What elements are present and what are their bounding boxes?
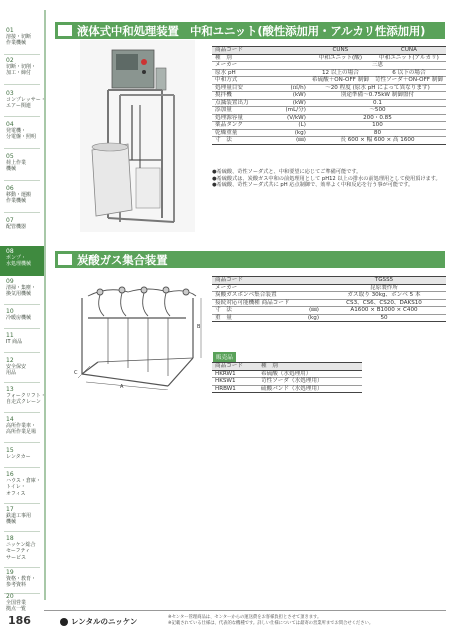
table-cell: 三恵: [309, 62, 446, 70]
table-cell: HKSW1: [212, 378, 258, 386]
sidebar-item-num: 19: [6, 569, 14, 576]
table-cell: 希硫酸（水処理用）: [258, 370, 362, 378]
table-cell: HKRW1: [212, 370, 258, 378]
table-row: [212, 122, 446, 130]
section2-spec-table: [212, 276, 446, 322]
footer-divider: [44, 610, 446, 611]
table-cell: 苛性ソーダ＋ON-OFF 制御: [372, 77, 446, 85]
table-cell: (㎜): [282, 137, 308, 145]
dim-label-c: C: [74, 370, 78, 376]
sidebar-item-piping[interactable]: [0, 217, 44, 230]
header-square-icon: [58, 254, 72, 265]
sidebar-divider: [4, 212, 40, 213]
sidebar-item-num: 10: [6, 308, 14, 315]
table-row: [212, 129, 446, 137]
table-header-row: [212, 363, 362, 371]
table-cell: (kg): [282, 129, 308, 137]
note-item: ●希硫酸、苛性ソーダ式と、中和要望に応じてご準備可能です。: [212, 169, 362, 175]
sidebar-divider: [4, 467, 40, 468]
sidebar-divider: [4, 567, 40, 568]
sidebar-item-label: フォークリフト・ 自走式クレーン: [6, 393, 46, 406]
sales-items-title: 販売品: [213, 352, 236, 362]
sidebar-item-safety[interactable]: [0, 357, 44, 377]
table-cell: 炭酸ガスボンベ集合装置: [212, 292, 296, 300]
sidebar-item-num: 16: [6, 471, 14, 478]
table-cell: TGSS5: [322, 277, 446, 285]
sidebar-item-num: 03: [6, 90, 14, 97]
table-row: [212, 378, 362, 386]
section1-spec-table: [212, 46, 446, 145]
table-cell: 処理量目安: [212, 84, 282, 92]
dim-label-b: B: [197, 324, 201, 330]
sidebar-item-offices[interactable]: [0, 593, 44, 613]
section1-header: [55, 22, 445, 39]
table-cell: 硫酸バンド（水処理用）: [258, 385, 362, 393]
table-cell: 撹拌機: [212, 92, 282, 100]
sidebar-item-num: 11: [6, 332, 14, 339]
sidebar-item-label: ポンプ・ 水処理機械: [6, 255, 32, 268]
table-cell: 6 以下の場合: [372, 69, 446, 77]
sidebar-item-num: 14: [6, 416, 14, 423]
sidebar-divider: [4, 531, 40, 532]
logo-mark-icon: [60, 618, 68, 626]
sidebar-divider: [4, 148, 40, 149]
sidebar-item-aerial[interactable]: [0, 416, 44, 436]
sidebar-item-pump-active[interactable]: [0, 246, 44, 276]
sidebar-item-compressor[interactable]: [0, 90, 44, 110]
table-cell: ～20 程度 (原水 pH によって異なります): [309, 84, 446, 92]
table-cell: 希硫酸＋ON-OFF 制御: [309, 77, 372, 85]
section1-notes: [212, 169, 448, 189]
table-cell: 長 600 × 幅 600 × 高 1600: [309, 137, 446, 145]
table-row: [212, 84, 446, 92]
co2-manifold-diagram: [68, 278, 205, 390]
sidebar-divider: [4, 412, 40, 413]
sidebar-item-num: 13: [6, 386, 14, 393]
sidebar-item-num: 05: [6, 153, 14, 160]
dim-label-a: A: [120, 384, 124, 390]
table-row: [212, 69, 446, 77]
sidebar-item-it[interactable]: [0, 332, 44, 345]
sidebar-item-label: IT 商品: [6, 339, 23, 345]
table-row: [212, 385, 362, 393]
sidebar-item-num: 08: [6, 248, 14, 255]
table-cell: 0.1: [309, 99, 446, 107]
sidebar-item-label: 高所作業車・ 高所作業足場: [6, 423, 37, 436]
sidebar-item-num: 20: [6, 593, 14, 600]
sidebar-item-label: 資格・教育・ 参考資料: [6, 576, 37, 589]
table-cell: [296, 292, 322, 300]
table-cell: 乾燥重量: [212, 129, 282, 137]
sidebar-item-label: コンプレッサー・ エアー関連: [6, 97, 46, 110]
table-cell: 処理源容量: [212, 114, 282, 122]
table-cell: (mL/分): [282, 107, 308, 115]
sidebar-item-label: 移動・運搬 作業機械: [6, 192, 32, 205]
footnote: ※センター管理商品は、センターからの運送費をお客様負担とさせて頂きます。: [168, 615, 322, 620]
table-cell: 80: [309, 129, 446, 137]
footnote: ※記載されている仕様は、代表的な機種です。詳しい仕様については最寄の営業所までお問合せください。: [168, 620, 374, 626]
sidebar: [0, 10, 44, 600]
table-cell: 50: [322, 314, 446, 322]
table-row: [212, 77, 446, 85]
sidebar-item-label: 鉄道工事用 機械: [6, 513, 32, 526]
table-cell: 添加量: [212, 107, 282, 115]
sidebar-item-num: 07: [6, 217, 14, 224]
table-cell: CUNS: [309, 47, 372, 55]
table-cell: 種 別: [258, 363, 362, 371]
sidebar-item-label: 切断・切削・ 加工・締付: [6, 64, 37, 77]
table-cell: 商品コード: [212, 47, 309, 55]
sidebar-item-num: 09: [6, 278, 14, 285]
table-cell: 接続対応可能機種 商品コード: [212, 299, 296, 307]
note-item: ●希硫酸、苛性ソーダ式共に pH 応点制御で、効率よく中和反応を行う事が可能です。: [212, 182, 414, 189]
sidebar-item-num: 15: [6, 447, 14, 454]
table-row: [212, 284, 446, 292]
table-row: [212, 307, 446, 315]
table-cell: 苛性ソーダ（水処理用）: [258, 378, 362, 386]
sidebar-item-education[interactable]: [0, 569, 44, 589]
table-cell: 商品コード: [212, 277, 322, 285]
table-cell: ガス取り 30kg、ボンベ 5 本: [322, 292, 446, 300]
sidebar-divider: [4, 503, 40, 504]
table-cell: CUNA: [372, 47, 446, 55]
sidebar-item-lifting[interactable]: [0, 153, 44, 173]
sidebar-item-welding[interactable]: [0, 27, 44, 47]
sidebar-item-rentacar[interactable]: [0, 447, 44, 460]
sidebar-item-label: 溶接・切断 作業機械: [6, 34, 32, 47]
sidebar-divider: [4, 442, 40, 443]
table-cell: 昆原製作所: [322, 284, 446, 292]
table-cell: 12 以上の場合: [309, 69, 372, 77]
table-cell: A1600 × B1000 × C400: [322, 307, 446, 315]
sidebar-item-label: 清掃・集塵・ 換気用機械: [6, 285, 37, 298]
sidebar-divider: [4, 352, 40, 353]
sidebar-item-label: 全国営業 拠点一覧: [6, 600, 27, 613]
table-cell: ～500: [309, 107, 446, 115]
table-row: [212, 62, 446, 70]
sidebar-item-house[interactable]: [0, 471, 44, 497]
table-cell: (kW): [282, 99, 308, 107]
table-cell: (L): [282, 122, 308, 130]
table-cell: 中和ユニット(酸): [309, 54, 372, 62]
logo-text: レンタルのニッケン: [71, 617, 138, 626]
sidebar-item-label: レンタカー: [6, 454, 31, 460]
table-cell: (㎜): [296, 307, 322, 315]
table-cell: 重 量: [212, 314, 296, 322]
sidebar-divider: [4, 116, 40, 117]
table-cell: 商品コード: [212, 363, 258, 371]
sidebar-item-num: 06: [6, 185, 14, 192]
sidebar-item-forklift[interactable]: [0, 386, 44, 406]
sidebar-item-label: 配管機器: [6, 224, 27, 230]
table-cell: 原水 pH: [212, 69, 282, 77]
sidebar-item-num: 12: [6, 357, 14, 364]
table-cell: 点滅装置出力: [212, 99, 282, 107]
sidebar-item-num: 04: [6, 121, 14, 128]
page-number: 186: [8, 614, 31, 627]
table-header-row: [212, 47, 446, 55]
footer-notes: [168, 615, 448, 626]
sidebar-item-num: 17: [6, 506, 14, 513]
table-cell: 中和方式: [212, 77, 282, 85]
table-cell: 中和ユニット(アルカリ): [372, 54, 446, 62]
sidebar-item-hvac[interactable]: [0, 308, 44, 321]
table-row: [212, 314, 446, 322]
sidebar-divider: [4, 382, 40, 383]
sidebar-item-label: ハウス・倉庫・ トイレ・ オフィス: [6, 478, 41, 497]
table-header-row: [212, 277, 446, 285]
table-cell: [282, 54, 308, 62]
sidebar-item-num: 01: [6, 27, 14, 34]
section1-title: 液体式中和処理装置 中和ユニット(酸性添加用・アルカリ性添加用): [77, 24, 426, 38]
sidebar-divider: [4, 54, 40, 55]
table-cell: (kg): [296, 314, 322, 322]
sidebar-item-label: 荷上作業 機械: [6, 160, 27, 173]
table-cell: CS3、CS6、CS20、DAKS10: [322, 299, 446, 307]
table-row: [212, 137, 446, 145]
table-row: [212, 114, 446, 122]
note-item: ●希硫酸式は、炭酸ガス中和の前処理用として pH12 以上の排水の前処理用として使用頂けます。: [212, 175, 441, 182]
table-cell: 種 別: [212, 54, 282, 62]
table-row: [212, 92, 446, 100]
sidebar-item-generator[interactable]: [0, 121, 44, 141]
table-cell: 薬品タンク: [212, 122, 282, 130]
sidebar-item-nikken-safety[interactable]: [0, 535, 44, 561]
table-cell: HRBW1: [212, 385, 258, 393]
sidebar-item-cleaning[interactable]: [0, 278, 44, 298]
sidebar-divider: [4, 304, 40, 305]
section2-title: 炭酸ガス集合装置: [77, 253, 168, 267]
table-row: [212, 99, 446, 107]
neutralization-unit-image: [80, 40, 195, 232]
sidebar-item-railway[interactable]: [0, 506, 44, 526]
table-cell: 別途準備～0.75kW 制御盤付: [309, 92, 446, 100]
table-cell: 200・0.85: [309, 114, 446, 122]
table-cell: [282, 62, 308, 70]
table-cell: メーカー: [212, 62, 282, 70]
section2-header: [55, 251, 445, 268]
sidebar-item-transport[interactable]: [0, 185, 44, 205]
sidebar-item-label: 冷暖房機械: [6, 315, 32, 321]
sidebar-item-num: 02: [6, 57, 14, 64]
table-cell: [282, 77, 308, 85]
table-row: [212, 370, 362, 378]
table-row: [212, 292, 446, 300]
table-cell: 寸 法: [212, 307, 296, 315]
table-cell: メーカー: [212, 284, 296, 292]
sales-items-table: [212, 362, 362, 393]
table-cell: (V/kW): [282, 114, 308, 122]
table-cell: [296, 299, 322, 307]
table-cell: [282, 69, 308, 77]
table-row: [212, 107, 446, 115]
company-logo: [60, 616, 137, 627]
table-cell: (㎥/h): [282, 84, 308, 92]
sidebar-item-num: 18: [6, 535, 14, 542]
sidebar-divider: [4, 84, 40, 85]
table-cell: 100: [309, 122, 446, 130]
sidebar-item-label: ニッケン総合 セーフティ サービス: [6, 542, 36, 561]
table-row: [212, 54, 446, 62]
header-square-icon: [58, 25, 72, 36]
table-row: [212, 299, 446, 307]
table-cell: [296, 284, 322, 292]
sidebar-divider: [4, 328, 40, 329]
sidebar-item-cutting[interactable]: [0, 57, 44, 77]
table-cell: 寸 法: [212, 137, 282, 145]
table-cell: (kW): [282, 92, 308, 100]
sidebar-item-label: 安全保安 用品: [6, 364, 27, 377]
sidebar-divider: [4, 180, 40, 181]
sidebar-item-label: 発電機・ 分電盤・照明: [6, 128, 37, 141]
